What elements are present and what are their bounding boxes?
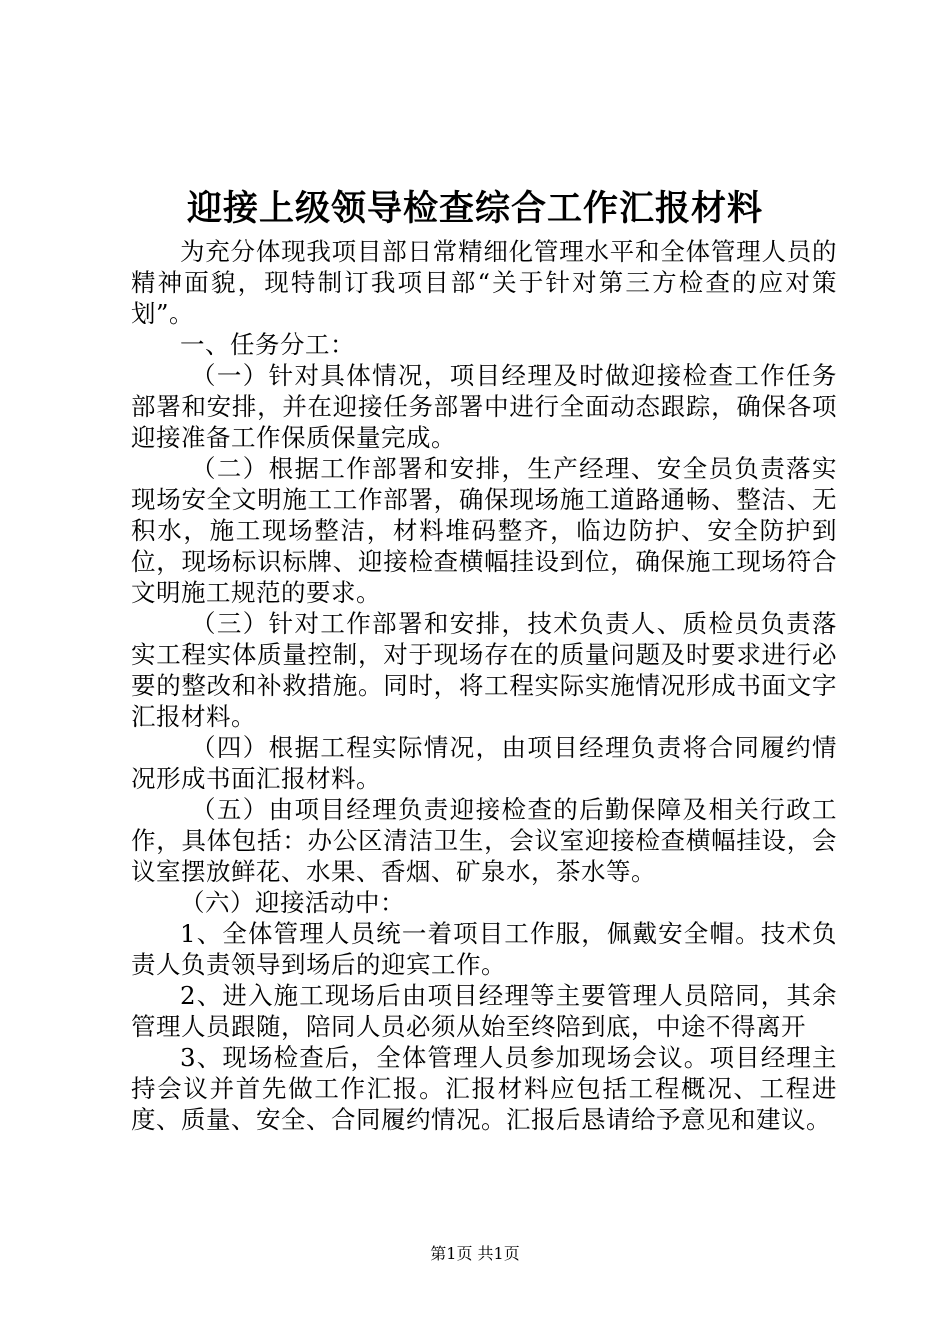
paragraph: 为充分体现我项目部日常精细化管理水平和全体管理人员的精神面貌，现特制订我项目部“关于针对第三方检查的应对策划”。: [131, 237, 837, 328]
paragraph: （五）由项目经理负责迎接检查的后勤保障及相关行政工作，具体包括：办公区清洁卫生，会议室迎接检查横幅挂设，会议室摆放鲜花、水果、香烟、矿泉水，茶水等。: [131, 795, 837, 886]
paragraph: （二）根据工作部署和安排，生产经理、安全员负责落实现场安全文明施工工作部署，确保现场施工道路通畅、整洁、无积水，施工现场整洁，材料堆码整齐，临边防护、安全防护到位，现场标识标牌、迎接检查横幅挂设到位，确保施工现场符合文明施工规范的要求。: [131, 454, 837, 607]
list-item: 2、进入施工现场后由项目经理等主要管理人员陪同，其余管理人员跟随，陪同人员必须从始至终陪到底，中途不得离开: [131, 981, 837, 1041]
paragraph: （三）针对工作部署和安排，技术负责人、质检员负责落实工程实体质量控制，对于现场存在的质量问题及时要求进行必要的整改和补救措施。同时，将工程实际实施情况形成书面文字汇报材料。: [131, 609, 837, 731]
subsection-heading: （六）迎接活动中：: [180, 888, 405, 917]
paragraph: （四）根据工程实际情况，由项目经理负责将合同履约情况形成书面汇报材料。: [131, 733, 837, 793]
page-footer: 第1页 共1页: [430, 1244, 520, 1263]
list-item: 3、现场检查后，全体管理人员参加现场会议。项目经理主持会议并首先做工作汇报。汇报材料应包括工程概况、工程进度、质量、安全、合同履约情况。汇报后恳请给予意见和建议。: [131, 1043, 837, 1134]
list-item: 1、全体管理人员统一着项目工作服，佩戴安全帽。技术负责人负责领导到场后的迎宾工作。: [131, 919, 837, 979]
document-title: 迎接上级领导检查综合工作汇报材料: [186, 188, 763, 229]
document-body: [131, 236, 837, 1135]
section-heading: 一、任务分工：: [180, 330, 355, 359]
paragraph: （一）针对具体情况，项目经理及时做迎接检查工作任务部署和安排，并在迎接任务部署中进行全面动态跟踪，确保各项迎接准备工作保质保量完成。: [131, 361, 837, 452]
